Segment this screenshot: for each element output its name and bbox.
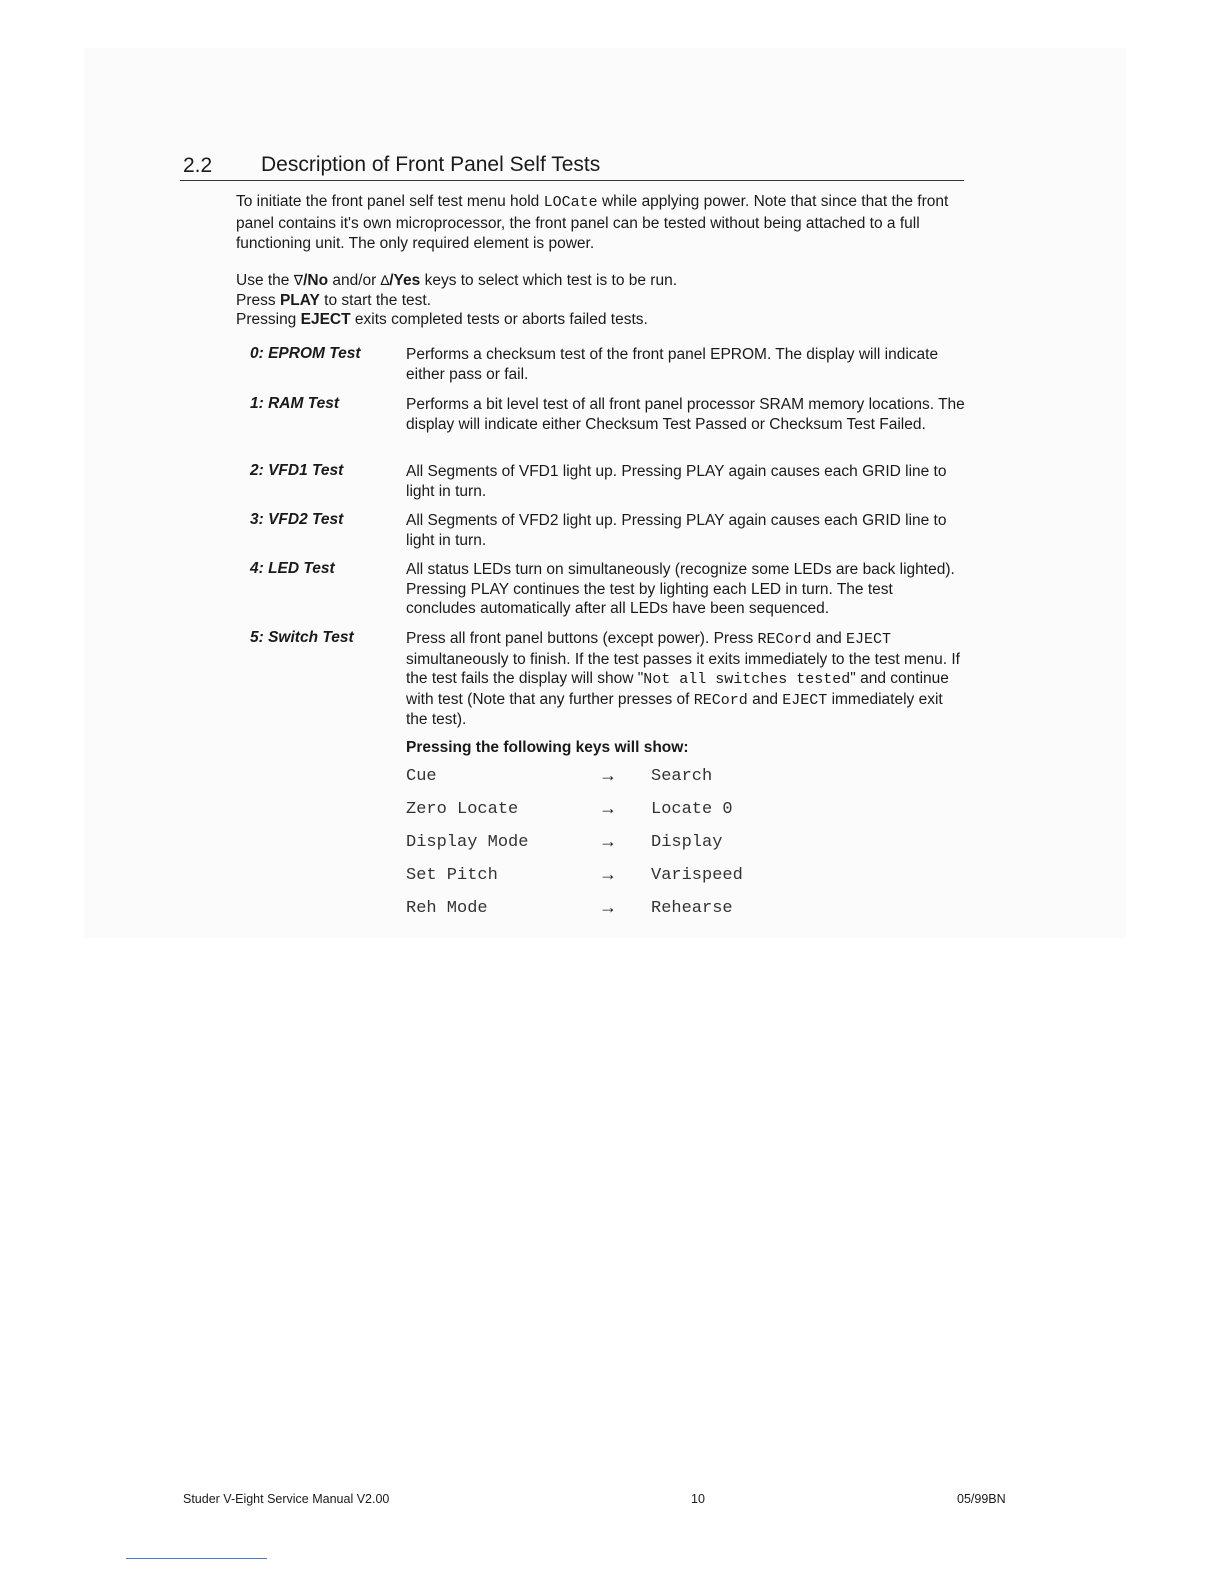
footer-revision-code: 05/99BN — [957, 1492, 1006, 1506]
test-label: 5: Switch Test — [250, 629, 354, 646]
display-result: Search — [651, 767, 713, 786]
key-name: Reh Mode — [406, 899, 488, 918]
test-description: All Segments of VFD1 light up. Pressing PLAY again causes each GRID line to light in turn. — [406, 463, 947, 500]
no-key-name: /No — [303, 272, 329, 289]
display-result: Varispeed — [651, 866, 743, 885]
test-description: Performs a checksum test of the front panel EPROM. The display will indicate either pass or fail. — [406, 346, 939, 383]
display-result: Rehearse — [651, 899, 733, 918]
footer-manual-title: Studer V-Eight Service Manual V2.00 — [183, 1492, 390, 1506]
play-line-suffix: to start the test. — [324, 291, 431, 309]
display-result: Display — [651, 833, 723, 852]
test-description: All status LEDs turn on simultaneously (recognize some LEDs are back lighted). Pressing PLAY continues the test by lighting each LED in turn. The test concludes automatically after all LEDs have been sequenced. — [406, 561, 955, 617]
right-arrow-icon: → — [599, 864, 617, 884]
play-line-prefix: Press — [236, 291, 276, 309]
test-label: 2: VFD1 Test — [250, 462, 344, 479]
key-name: Display Mode — [406, 833, 529, 852]
record-key-name: RECord — [693, 691, 748, 709]
up-triangle-icon: ∆ — [380, 272, 390, 288]
intro-text-after: while applying power. Note that since that the front panel contains it's own microprocessor, the front panel can be tested without being attached to a full functioning unit. The only required element is power. — [236, 193, 949, 252]
select-line-suffix: keys to select which test is to be run. — [424, 272, 677, 289]
play-key-name: PLAY — [279, 291, 320, 309]
intro-text-before: To initiate the front panel self test menu hold — [236, 193, 540, 210]
select-test-line — [236, 271, 956, 291]
key-name: Zero Locate — [406, 800, 519, 819]
keymap-row — [406, 866, 806, 890]
switch-desc-text: and — [811, 630, 846, 647]
switch-desc-text: Press all front panel buttons (except power). Press — [406, 630, 758, 647]
eject-line-suffix: exits completed tests or aborts failed tests. — [354, 311, 648, 328]
test-label: 3: VFD2 Test — [250, 511, 344, 528]
yes-key-name: /Yes — [389, 272, 421, 289]
eject-key-name: EJECT — [300, 311, 351, 328]
keymap-row — [406, 833, 806, 857]
keymap-title: Pressing the following keys will show: — [406, 739, 689, 756]
right-arrow-icon: → — [599, 831, 617, 851]
switch-desc-text: " and continue with test (Note that any further presses of — [406, 670, 949, 708]
test-label: 4: LED Test — [250, 560, 335, 577]
switch-desc-text: immediately exit the test). — [406, 690, 943, 728]
locate-key-name: LOCate — [543, 194, 598, 211]
eject-key-name: EJECT — [782, 691, 828, 709]
keymap-row — [406, 800, 806, 824]
right-arrow-icon: → — [599, 765, 617, 785]
bottom-rule — [126, 1558, 267, 1559]
keymap-row — [406, 899, 806, 923]
display-message: Not all switches tested — [643, 671, 851, 688]
footer-page-number: 10 — [691, 1492, 705, 1506]
play-line — [236, 291, 956, 311]
test-description — [406, 629, 966, 730]
section-title: Description of Front Panel Self Tests — [261, 153, 601, 176]
test-description: Performs a bit level test of all front panel processor SRAM memory locations. The display will indicate either Checksum Test Passed or Checksum Test Failed. — [406, 396, 965, 433]
select-line-prefix: Use the — [236, 272, 290, 289]
test-description: All Segments of VFD2 light up. Pressing PLAY again causes each GRID line to light in turn. — [406, 512, 947, 549]
andor-text: and/or — [332, 272, 377, 289]
section-heading — [180, 150, 964, 181]
eject-line — [236, 310, 956, 330]
right-arrow-icon: → — [599, 798, 617, 818]
display-result: Locate 0 — [651, 800, 733, 819]
key-name: Set Pitch — [406, 866, 498, 885]
test-label: 0: EPROM Test — [250, 345, 361, 362]
record-key-name: RECord — [757, 631, 812, 648]
keymap-row — [406, 767, 806, 791]
test-label: 1: RAM Test — [250, 395, 339, 412]
key-instructions — [236, 271, 956, 330]
eject-key-name: EJECT — [846, 631, 892, 648]
eject-line-prefix: Pressing — [236, 311, 297, 328]
intro-paragraph — [236, 192, 956, 255]
key-name: Cue — [406, 767, 437, 786]
section-number: 2.2 — [183, 154, 213, 177]
right-arrow-icon: → — [599, 897, 617, 917]
down-triangle-icon: ∇ — [293, 272, 304, 288]
switch-desc-text: simultaneously to finish. If the test passes it exits immediately to the test menu. If the test fails the display will show " — [406, 650, 960, 687]
switch-desc-text: and — [747, 690, 783, 708]
